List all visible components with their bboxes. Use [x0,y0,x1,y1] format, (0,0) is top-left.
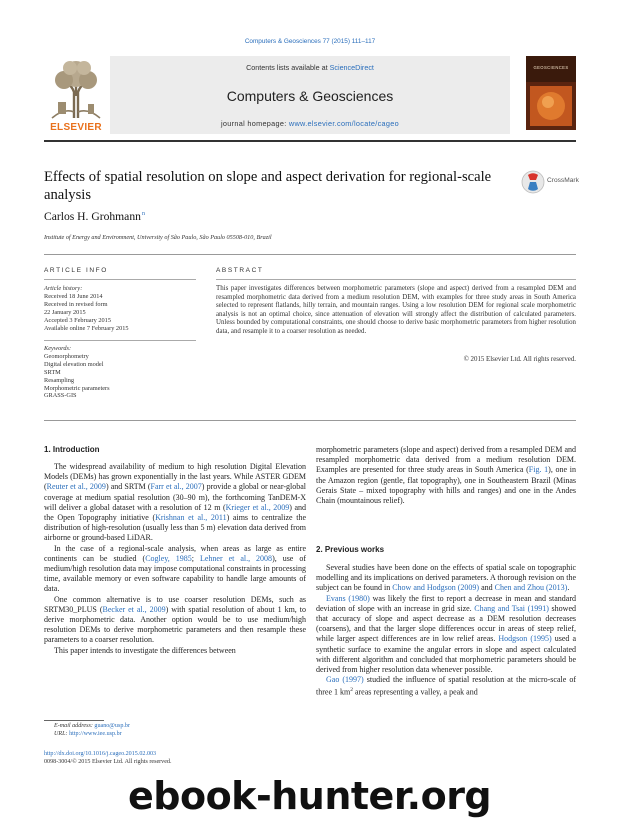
text-run: used a synthetic surface to examine the angular errors in slope and aspect calculated with different algorithm and concluded that morphometric parameters should be derived from higher resolution data whenever possible. [316,634,577,675]
watermark-text: ebook-hunter.org [128,774,492,818]
keywords-label: Keywords: [44,345,72,352]
article-history [44,285,129,332]
article-info-rule [44,279,196,280]
section-title-previous-works: 2. Previous works [316,545,385,554]
left-column [44,462,306,656]
author-mark: n [141,211,145,218]
text-run: ) and SRTM ( [105,482,151,492]
crossmark-badge[interactable] [521,168,591,198]
front-matter-rule [44,420,576,421]
text-run: areas representing a valley, a peak and [352,688,478,698]
citation-link[interactable]: Cogley, 1985 [145,553,192,563]
text-run: and [479,583,495,593]
keyword-item: Morphometric parameters [44,384,110,392]
email-link[interactable]: guano@usp.br [94,723,130,729]
journal-reference[interactable]: Computers & Geosciences 77 (2015) 111–117 [244,38,376,45]
text-run: ) with spatial resolution of about 1 km, to derive morphometric data. Another option would be to use medium/high resolution DEMs to derive morphometric parameters and then resample these parameters to a coarser resolution. [44,604,306,645]
url-link[interactable]: http://www.iee.usp.br [69,730,122,737]
journal-cover-thumbnail[interactable] [526,56,576,130]
text-run: The widespread availability of medium to high resolution Digital Elevation Models (DEMs) has grown exponentially in the last years. While ASTER GDEM ( [44,462,306,492]
history-item: Accepted 3 February 2015 [44,316,111,324]
text-run: ) aims to centralize the distribution of high-resolution (usually less than 5 m) elevation data derived from airborne or ground-based LiDAR. [44,513,307,543]
journal-banner [110,56,510,134]
text-run: ; [191,553,200,563]
abstract-rule [216,279,576,280]
text-run: One common alternative is to use coarser resolution DEMs, such as SRTM30_PLUS ( [44,594,306,614]
text-run: ) provide a global or near-global coverage at medium spatial resolution (30–90 m), the forthcoming TanDEM-X will deliver a global dataset with a resolution of 12 m ( [44,482,307,512]
citation-link[interactable]: Krishnan et al., 2011 [155,513,227,523]
paragraph [316,594,576,676]
title-block-rule [44,254,576,255]
text-run: morphometric parameters (slope and aspect) derived from a resampled DEM and resampled morphometric data derived from a medium resolution DEM. Examples are presented for three study areas in South America ( [316,445,576,475]
history-item: Received in revised form [44,300,108,308]
keyword-item: Digital elevation model [44,360,104,368]
superscript: 2 [350,687,353,694]
citation-link[interactable]: Reuter et al., 2009 [46,482,106,492]
paragraph: This paper intends to investigate the differences between [54,645,236,655]
journal-title: Computers & Geosciences [226,88,394,104]
publisher-logo-text: ELSEVIER [50,122,102,133]
keywords-list [44,345,110,400]
citation-link[interactable]: Gao (1997) [326,675,364,685]
keywords-rule [44,340,196,341]
issn-line: 0098-3004/© 2015 Elsevier Ltd. All rights reserved. [44,758,172,765]
text-run: In the case of a regional-scale analysis, when areas as large as entire continents can be studied ( [44,543,306,563]
author-text: Carlos H. Grohmann [44,210,141,223]
text-run: showed that accuracy of slope and aspect decrease as a DEM resolution decreases (coarsens), and that the larger slope differences occur in areas of steep relief, while larger aspect differences are in low relief areas. [316,603,576,644]
paragraph [44,595,306,646]
cover-title: GEOSCIENCES [533,65,569,70]
paragraph [316,445,576,506]
right-column-top [316,445,576,506]
author-name[interactable] [44,210,145,223]
contents-prefix: Contents lists available at [246,63,330,72]
citation-link[interactable]: Becker et al., 2009 [102,604,166,614]
abstract-text: This paper investigates differences between morphometric parameters (slope and aspect) derived from a resampled DEM and resampled morphometric data derived from a medium resolution DEM, with examples for three study areas in South America selected to represent flatlands, hilly terrain, and mountain ranges. Using a low resolution DEM for regional scale morphometric analysis is not an optimal choice, since attenuation of elevation will strongly affect the distribution of calculated parameters. Unless bounded by computational constraints, one should choose to derive basic morphometric parameters from higher resolution data, and resample it to a coarser resolution as needed. [216,285,576,335]
history-item: Received 18 June 2014 [44,292,103,300]
citation-link[interactable]: Chow and Hodgson (2009) [392,583,480,593]
keyword-item: GRASS-GIS [44,392,77,400]
affiliation: Institute of Energy and Environment, University of São Paulo, São Paulo 05508-010, Brazil [44,234,272,241]
section-title-introduction: 1. Introduction [44,445,100,454]
history-label: Article history: [44,285,83,292]
citation-link[interactable]: Farr et al., 2007 [150,482,202,492]
citation-link[interactable]: Chang and Tsai (1991) [474,603,549,613]
sciencedirect-link[interactable]: ScienceDirect [329,63,374,72]
paragraph [44,462,306,544]
text-run: Several studies have been done on the effects of spatial scale on topographic modelling and its implications on derived parameters. A thorough revision on the subject can be found in [316,563,576,593]
article-title: Effects of spatial resolution on slope and aspect derivation for regional-scale analysis [44,169,492,203]
homepage-prefix: journal homepage: [221,119,289,128]
text-run: ), one in the Amazon region (gentle, flat topography), one in Southeastern Brazil (Minas Gerais State – mixed topography with hills and ranges) and one in the Andes Chain (mountainous relief). [316,465,577,506]
email-label: E-mail address: [54,723,95,729]
masthead [44,56,576,134]
text-run: studied the influence of spatial resolution at the micro-scale of three 1 km [316,675,576,698]
citation-link[interactable]: Chen and Zhou (2013) [494,583,568,593]
citation-link[interactable]: Hodgson (1995) [498,634,552,644]
masthead-rule [44,140,576,142]
homepage-link[interactable]: www.elsevier.com/locate/cageo [288,119,399,128]
contents-line [110,63,510,72]
text-run: . [567,583,570,593]
history-item: Available online 7 February 2015 [44,324,129,332]
keyword-item: Resampling [44,376,75,384]
doi-link[interactable]: http://dx.doi.org/10.1016/j.cageo.2015.02.003 [44,751,157,757]
citation-link[interactable]: Lehner et al., 2008 [199,553,273,563]
history-item: 22 January 2015 [44,308,86,316]
crossmark-label: CrossMark [547,177,579,184]
paragraph [44,544,306,595]
citation-link[interactable]: Krieger et al., 2009 [225,502,290,512]
right-column-bottom [316,563,576,698]
footnote-url [54,731,130,739]
paragraph [316,563,576,594]
citation-link[interactable]: Evans (1980) [326,593,370,603]
doi-block [44,751,172,767]
crossmark-icon [521,170,545,194]
footnotes [54,723,130,739]
text-run: was likely the first to report a decrease in mean and standard deviation of slope with an increase in grid size. [316,593,576,613]
keyword-item: SRTM [44,368,61,376]
text-run: ) and the Open Topography initiative ( [44,502,307,523]
url-label: URL: [54,730,70,737]
paragraph [316,675,576,698]
abstract-heading: ABSTRACT [216,267,264,274]
figure-link[interactable]: Fig. 1 [528,465,549,475]
keyword-item: Geomorphometry [44,352,89,360]
abstract-copyright: © 2015 Elsevier Ltd. All rights reserved. [463,356,576,363]
article-info-heading: ARTICLE INFO [44,267,108,274]
footnote-rule [44,720,104,721]
text-run: ), use of medium/high resolution data may impose computational constraints in processing time, available memory or even software capability to handle large amounts of data. [44,553,306,594]
journal-homepage-line [110,119,510,128]
footnote-email [54,723,130,731]
